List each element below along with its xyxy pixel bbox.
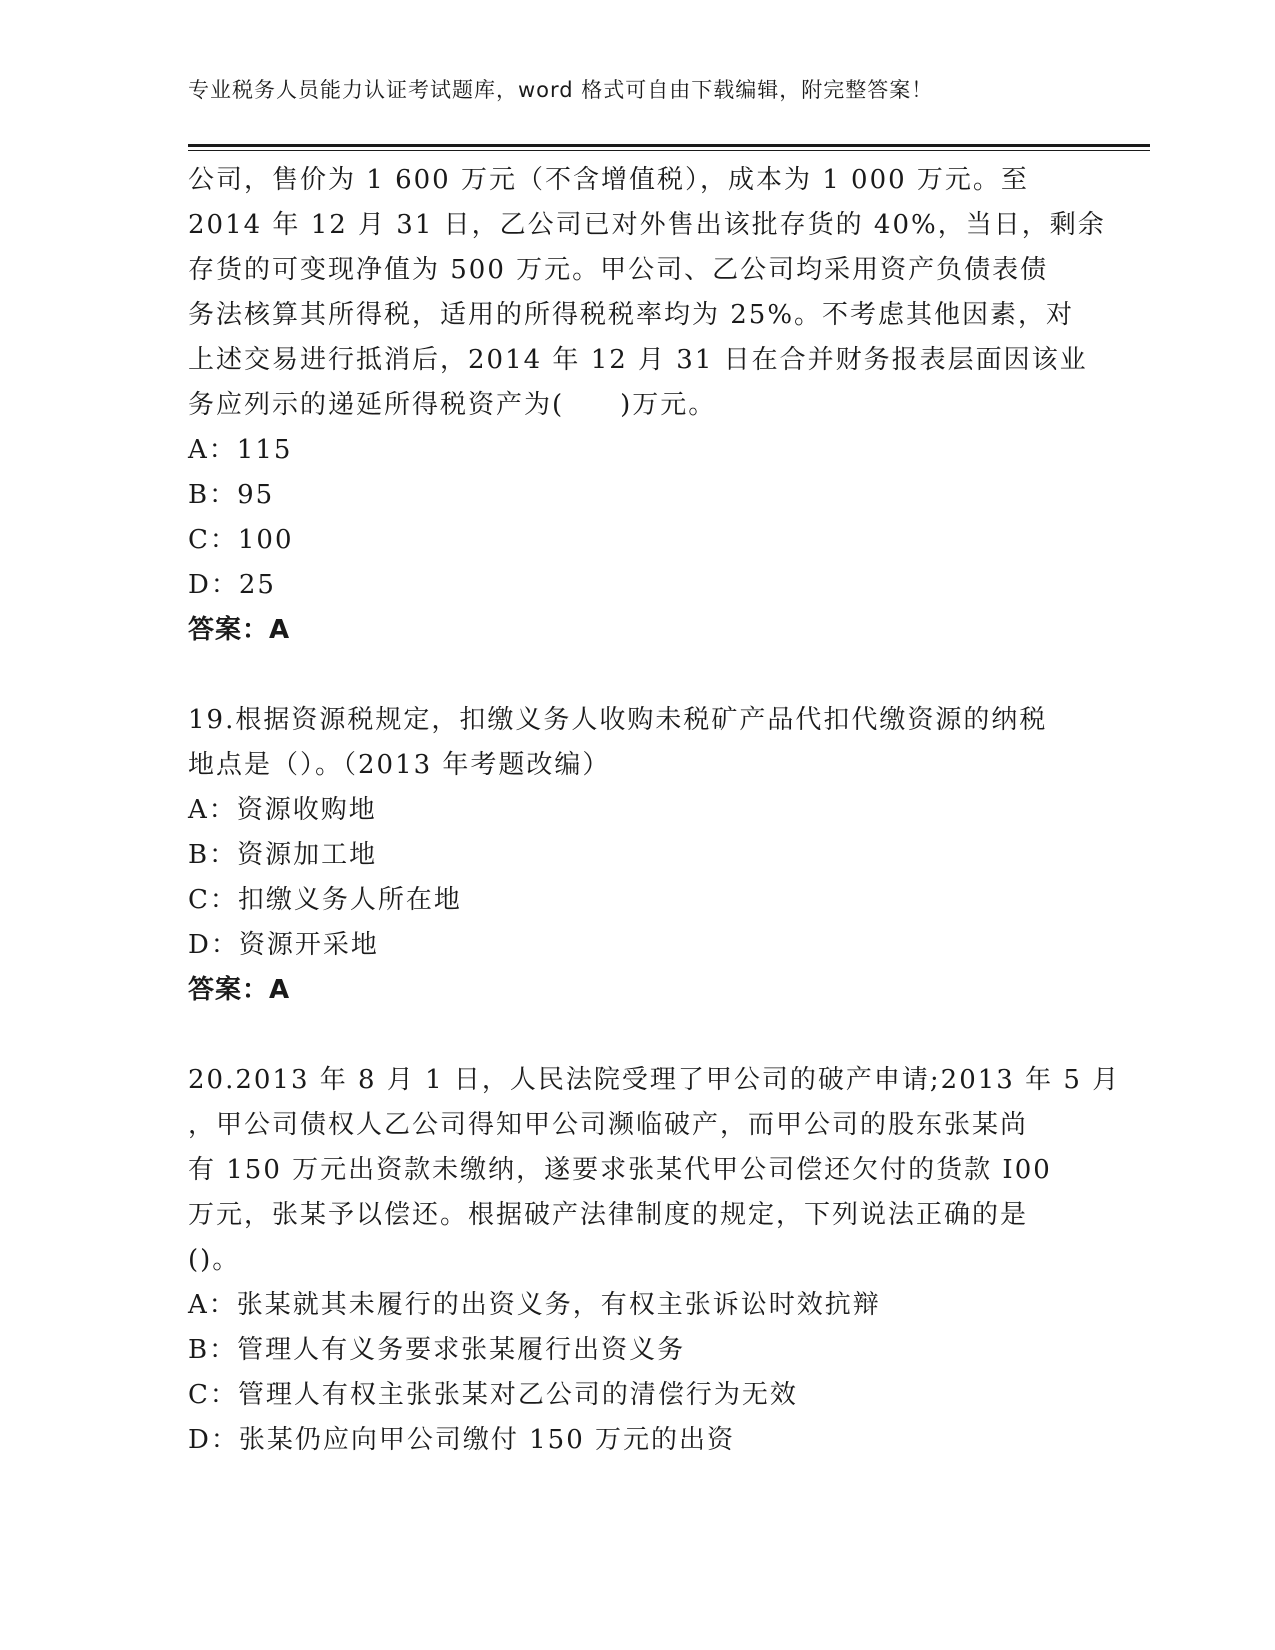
question-stem-line: 存货的可变现净值为 500 万元。甲公司、乙公司均采用资产负债表债 bbox=[188, 255, 1049, 285]
answer-label: 答案：A bbox=[188, 975, 291, 1005]
option-c: C：扣缴义务人所在地 bbox=[188, 885, 462, 915]
document-body bbox=[188, 158, 1121, 1463]
question-18 bbox=[188, 158, 1106, 653]
question-stem-line: 务应列示的递延所得税资产为( )万元。 bbox=[188, 390, 717, 420]
question-stem-line: 务法核算其所得税，适用的所得税税率均为 25%。不考虑其他因素，对 bbox=[188, 300, 1075, 330]
question-20 bbox=[188, 1058, 1121, 1463]
question-stem-line: 万元，张某予以偿还。根据破产法律制度的规定，下列说法正确的是 bbox=[188, 1200, 1029, 1230]
question-stem-line: ()。 bbox=[188, 1245, 241, 1275]
question-stem-line: 上述交易进行抵消后，2014 年 12 月 31 日在合并财务报表层面因该业 bbox=[188, 345, 1088, 375]
header-divider-thin bbox=[188, 150, 1150, 151]
header-divider bbox=[188, 144, 1150, 147]
option-b: B：95 bbox=[188, 480, 275, 510]
option-a: A：资源收购地 bbox=[188, 795, 377, 825]
question-stem-line: 公司，售价为 1 600 万元（不含增值税），成本为 1 000 万元。至 bbox=[188, 165, 1029, 195]
question-stem-line: 19.根据资源税规定，扣缴义务人收购未税矿产品代扣代缴资源的纳税 bbox=[188, 705, 1048, 735]
option-a: A：115 bbox=[188, 435, 293, 465]
page-header: 专业税务人员能力认证考试题库，word 格式可自由下载编辑，附完整答案！ bbox=[188, 78, 934, 102]
question-stem-line: 地点是（）。（2013 年考题改编） bbox=[188, 750, 611, 780]
option-c: C：100 bbox=[188, 525, 294, 555]
question-stem-line: 有 150 万元出资款未缴纳，遂要求张某代甲公司偿还欠付的货款 I00 bbox=[188, 1155, 1052, 1185]
option-d: D：张某仍应向甲公司缴付 150 万元的出资 bbox=[188, 1425, 736, 1455]
question-stem-line: 2014 年 12 月 31 日，乙公司已对外售出该批存货的 40%，当日，剩余 bbox=[188, 210, 1106, 240]
option-b: B：管理人有义务要求张某履行出资义务 bbox=[188, 1335, 686, 1365]
option-b: B：资源加工地 bbox=[188, 840, 378, 870]
question-stem-line: 20.2013 年 8 月 1 日，人民法院受理了甲公司的破产申请;2013 年 5 月 bbox=[188, 1065, 1121, 1095]
question-19 bbox=[188, 698, 1088, 1013]
question-stem-line: ，甲公司债权人乙公司得知甲公司濒临破产，而甲公司的股东张某尚 bbox=[188, 1110, 1029, 1140]
question-spacer bbox=[188, 653, 1088, 698]
option-c: C：管理人有权主张张某对乙公司的清偿行为无效 bbox=[188, 1380, 798, 1410]
option-a: A：张某就其未履行的出资义务，有权主张诉讼时效抗辩 bbox=[188, 1290, 881, 1320]
question-spacer bbox=[188, 1013, 1088, 1058]
answer-label: 答案：A bbox=[188, 615, 291, 645]
option-d: D：25 bbox=[188, 570, 276, 600]
option-d: D：资源开采地 bbox=[188, 930, 379, 960]
